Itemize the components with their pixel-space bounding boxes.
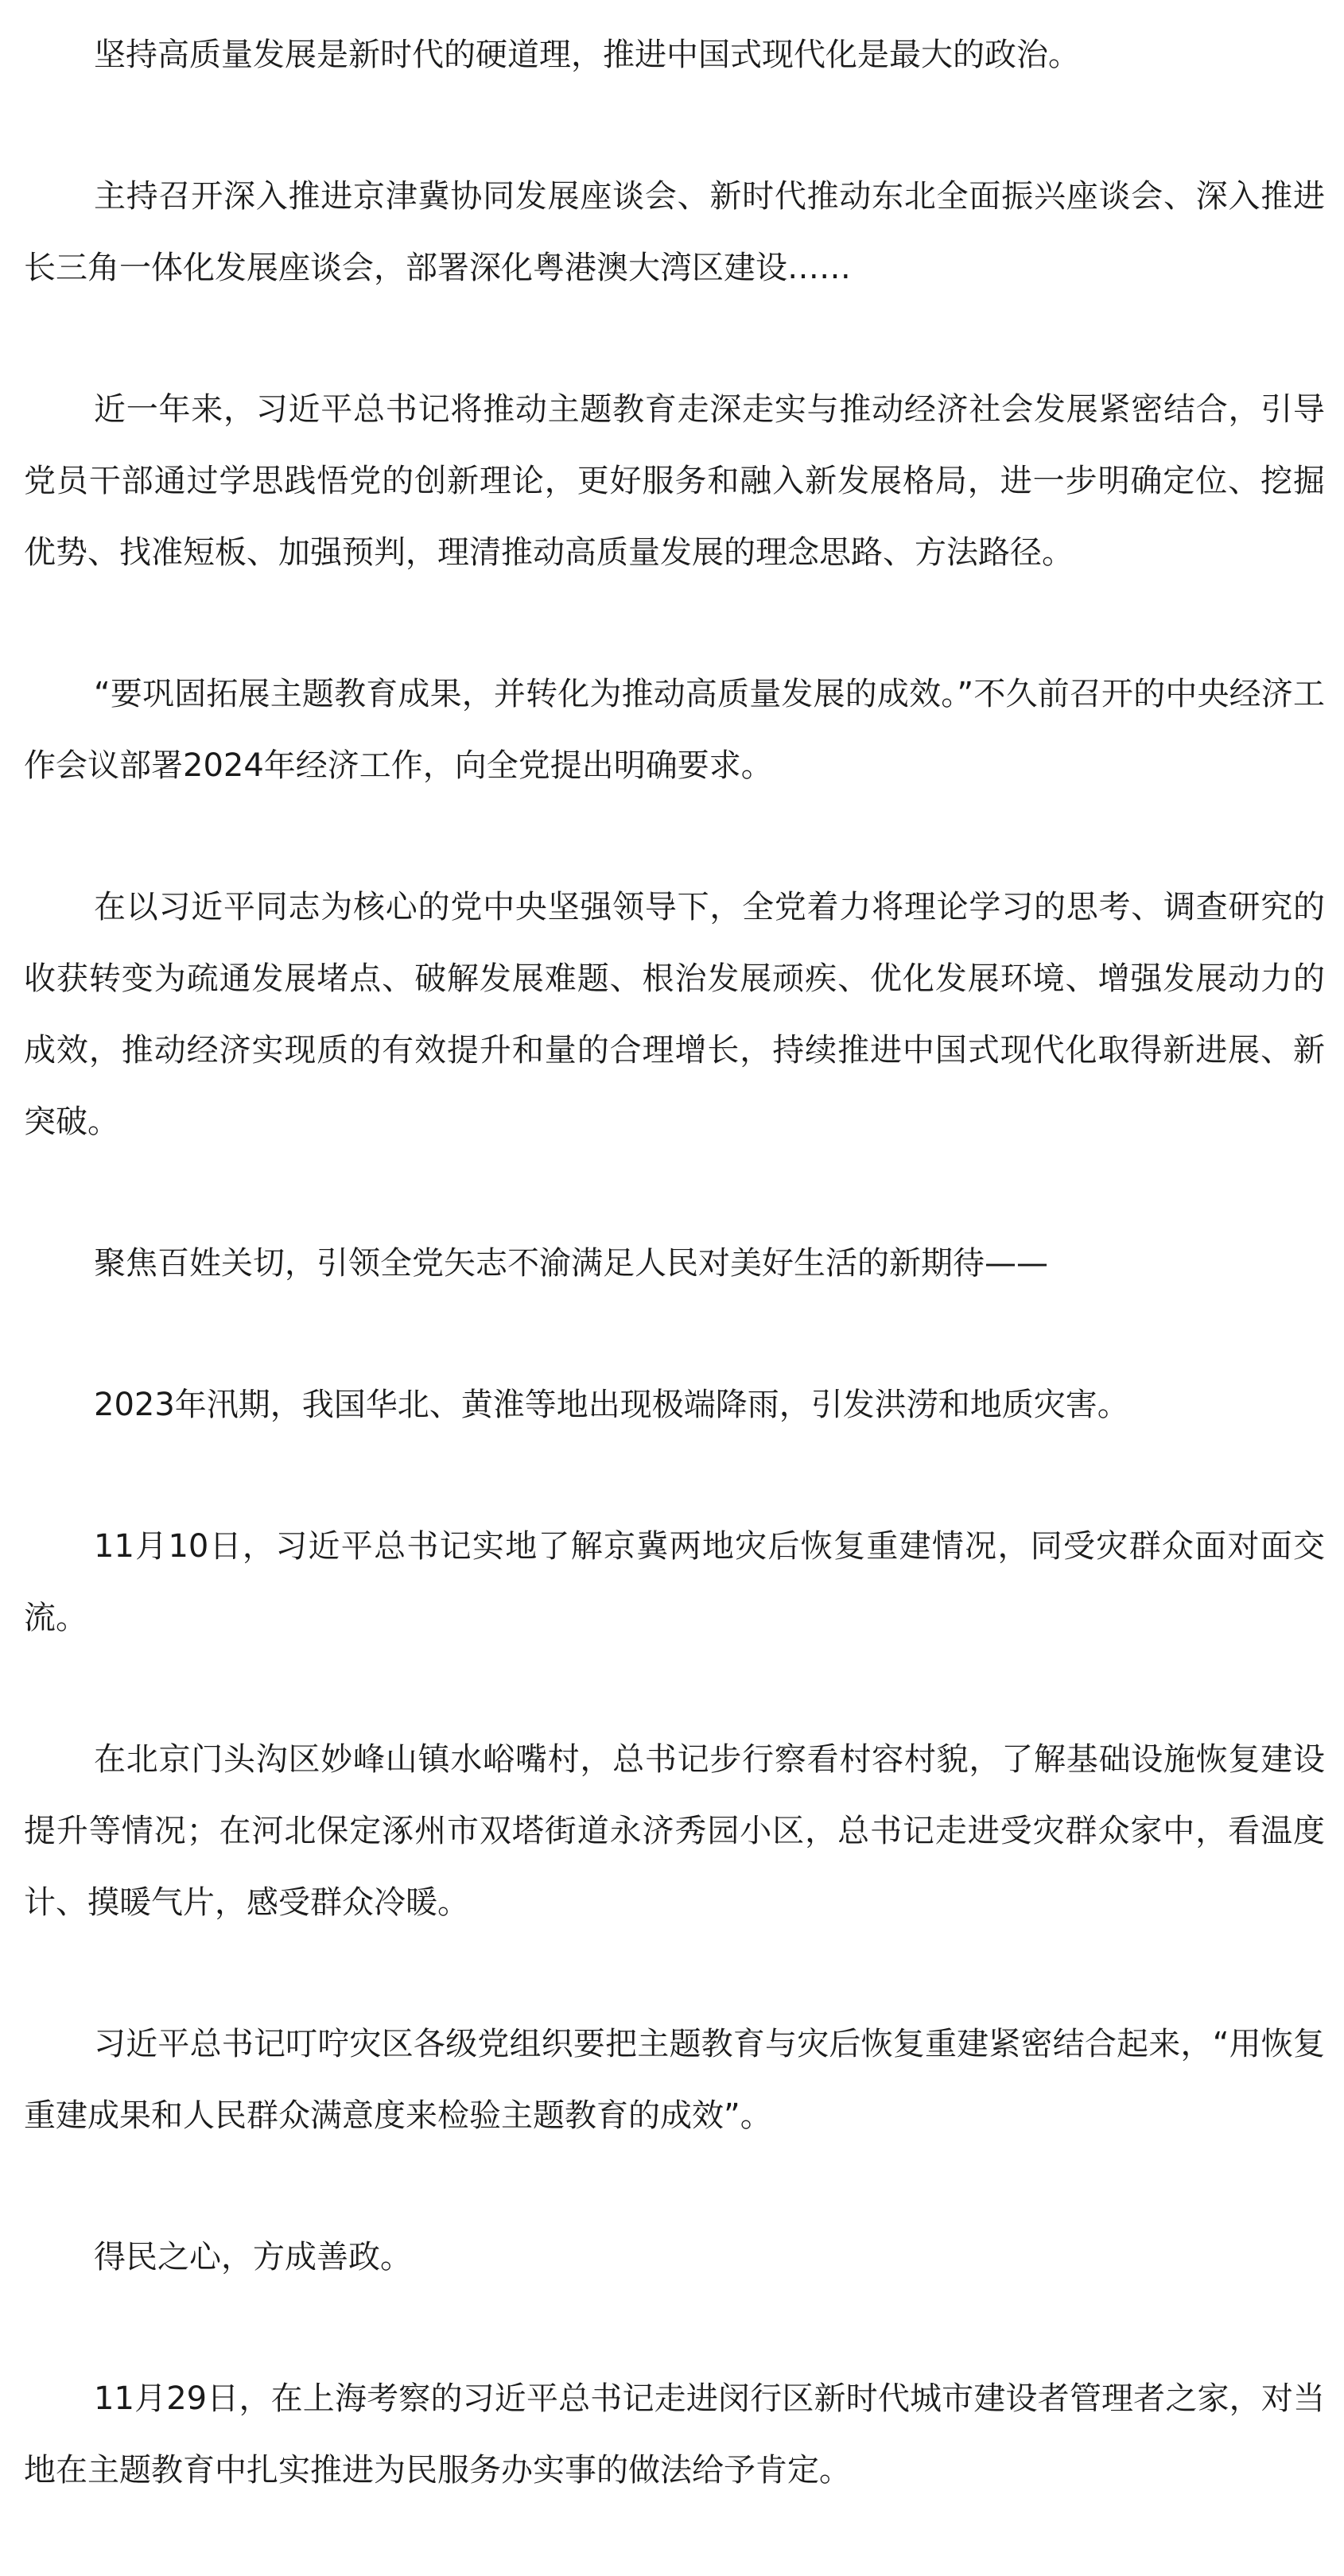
article-body — [24, 0, 1325, 2576]
article-paragraph: 2023年汛期，我国华北、黄淮等地出现极端降雨，引发洪涝和地质灾害。 — [94, 1387, 1129, 1423]
article-paragraph: 11月29日，在上海考察的习近平总书记走进闵行区新时代城市建设者管理者之家，对当地在主题教育中扎实推进为民服务办实事的做法给予肯定。 — [24, 2380, 1325, 2489]
article-paragraph: 近一年来，习近平总书记将推动主题教育走深走实与推动经济社会发展紧密结合，引导党员干部通过学思践悟党的创新理论，更好服务和融入新发展格局，进一步明确定位、挖掘优势、找准短板、加强预判，理清推动高质量发展的理念思路、方法路径。 — [24, 391, 1325, 571]
article-paragraph: 坚持高质量发展是新时代的硬道理，推进中国式现代化是最大的政治。 — [94, 37, 1080, 73]
article-paragraph: 习近平总书记叮咛灾区各级党组织要把主题教育与灾后恢复重建紧密结合起来，“用恢复重建成果和人民群众满意度来检验主题教育的成效”。 — [24, 2026, 1325, 2134]
article-paragraph: 主持召开深入推进京津冀协同发展座谈会、新时代推动东北全面振兴座谈会、深入推进长三角一体化发展座谈会，部署深化粤港澳大湾区建设…… — [24, 178, 1325, 286]
article-paragraph: 在北京门头沟区妙峰山镇水峪嘴村，总书记步行察看村容村貌，了解基础设施恢复建设提升等情况；在河北保定涿州市双塔街道永济秀园小区，总书记走进受灾群众家中，看温度计、摸暖气片，感受群众冷暖。 — [24, 1741, 1325, 1921]
article-paragraph: 聚焦百姓关切，引领全党矢志不渝满足人民对美好生活的新期待—— — [94, 1245, 1048, 1282]
article-paragraph: “要巩固拓展主题教育成果，并转化为推动高质量发展的成效。”不久前召开的中央经济工作会议部署2024年经济工作，向全党提出明确要求。 — [24, 676, 1325, 784]
article-paragraph: 得民之心，方成善政。 — [94, 2239, 412, 2275]
article-paragraph: 11月10日，习近平总书记实地了解京冀两地灾后恢复重建情况，同受灾群众面对面交流。 — [24, 1528, 1325, 1636]
article-paragraph: 在以习近平同志为核心的党中央坚强领导下，全党着力将理论学习的思考、调查研究的收获转变为疏通发展堵点、破解发展难题、根治发展顽疾、优化发展环境、增强发展动力的成效，推动经济实现质的有效提升和量的合理增长，持续推进中国式现代化取得新进展、新突破。 — [24, 889, 1325, 1140]
